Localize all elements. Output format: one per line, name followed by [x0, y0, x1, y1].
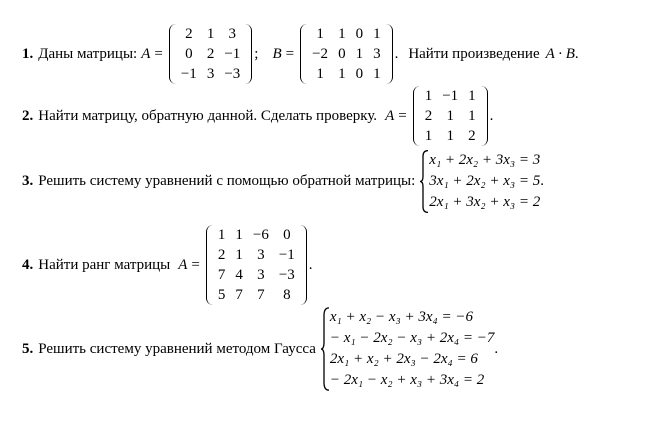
- equals-sign: =: [398, 107, 407, 124]
- matrix-cell: 7: [235, 287, 243, 303]
- matrix-cell: 3: [257, 247, 265, 263]
- task-4-matrix-name: A: [178, 256, 188, 273]
- matrix-row: [176, 44, 245, 64]
- task-4: [22, 225, 313, 305]
- task-1-product: A · B: [545, 45, 575, 62]
- matrix-cell: 1: [468, 108, 476, 124]
- matrix-cell: 0: [355, 26, 364, 42]
- left-brace-icon: [419, 150, 429, 213]
- equation-row: x₁ + x₂ − x₃ + 3x₄ = −6: [329, 309, 473, 325]
- task-4-number: 4.: [22, 256, 34, 273]
- equals-sign: =: [154, 45, 163, 62]
- matrix-cell: −3: [224, 66, 241, 82]
- task-3-text: Решить систему уравнений с помощью обратной матрицы:: [38, 173, 416, 189]
- matrix-cell: 8: [283, 287, 291, 303]
- matrix-row: [176, 24, 245, 44]
- equation-row: − x₁ − 2x₂ − x₃ + 2x₄ = −7: [329, 330, 495, 346]
- matrix-cell: 4: [235, 267, 243, 283]
- right-paren: [481, 86, 488, 146]
- matrix-cell: 1: [446, 108, 454, 124]
- matrix-cell: 3: [257, 267, 265, 283]
- equation-row: 2x₁ + x₂ + 2x₃ − 2x₄ = 6: [329, 351, 478, 367]
- matrix-row: [213, 225, 300, 245]
- matrix-cell: 1: [424, 88, 433, 104]
- matrix-cell: −1: [442, 88, 459, 104]
- matrix-cell: 1: [316, 66, 324, 82]
- task-3-system: [419, 150, 540, 213]
- matrix-cell: 1: [468, 88, 476, 104]
- matrix-cell: 1: [424, 128, 433, 144]
- right-paren: [300, 225, 307, 305]
- task-1-matrix-b-name: B: [272, 45, 282, 62]
- matrix-row: [307, 64, 385, 84]
- matrix-row: [213, 265, 300, 285]
- task-1-matrix-a: [169, 24, 252, 84]
- matrix-cell: 3: [373, 46, 381, 62]
- matrix-row: [213, 245, 300, 265]
- task-2-number: 2.: [22, 107, 34, 124]
- matrix-cell: −6: [252, 227, 269, 243]
- task-5-text: Решить систему уравнений методом Гаусса: [38, 340, 316, 357]
- equation-row: − 2x₁ − x₂ + x₃ + 3x₄ = 2: [329, 372, 485, 388]
- matrix-cell: 1: [338, 66, 346, 82]
- task-1: [22, 24, 579, 84]
- task-1-number: 1.: [22, 45, 34, 62]
- task-4-end: .: [308, 256, 313, 273]
- matrix-cell: 1: [206, 26, 215, 42]
- matrix-cell: −3: [278, 267, 295, 283]
- right-paren: [245, 24, 252, 84]
- matrix-cell: 2: [206, 46, 215, 62]
- equals-sign: =: [285, 45, 295, 62]
- task-4-text: Найти ранг матрицы: [38, 256, 171, 273]
- matrix-cell: 1: [235, 227, 243, 243]
- matrix-row: [420, 106, 481, 126]
- matrix-cell: 7: [257, 287, 265, 303]
- matrix-cell: 3: [206, 66, 215, 82]
- matrix-cell: 1: [217, 227, 226, 243]
- task-1-text-2: Найти произведение: [408, 45, 540, 62]
- matrix-cell: 5: [217, 287, 226, 303]
- matrix-cell: 0: [355, 66, 364, 82]
- task-2-text: Найти матрицу, обратную данной. Сделать проверку.: [38, 107, 378, 124]
- matrix-cell: 2: [217, 247, 226, 263]
- matrix-cell: 1: [373, 66, 381, 82]
- task-4-matrix: [206, 225, 307, 305]
- task-2: [22, 86, 493, 146]
- task-1-end: .: [574, 45, 579, 62]
- task-1-text: Даны матрицы:: [38, 45, 138, 62]
- task-5-system: [320, 307, 494, 391]
- task-1-after: .: [394, 45, 399, 62]
- matrix-cell: 3: [228, 26, 237, 42]
- equals-sign: =: [191, 256, 200, 273]
- matrix-cell: 0: [283, 227, 291, 243]
- matrix-row: [420, 86, 481, 106]
- matrix-cell: 0: [338, 46, 346, 62]
- matrix-cell: −1: [180, 66, 197, 82]
- matrix-row: [420, 126, 481, 146]
- matrix-cell: −2: [312, 46, 329, 62]
- matrix-cell: 0: [185, 46, 193, 62]
- matrix-cell: 1: [338, 26, 346, 42]
- matrix-row: [176, 64, 245, 84]
- matrix-cell: 2: [185, 26, 193, 42]
- task-5: [22, 307, 498, 391]
- matrix-row: [307, 24, 385, 44]
- task-1-matrix-b: [300, 24, 392, 84]
- matrix-cell: 2: [424, 108, 433, 124]
- matrix-cell: 1: [316, 26, 324, 42]
- matrix-cell: 1: [235, 247, 243, 263]
- left-paren: [169, 24, 176, 84]
- task-1-matrix-a-name: A: [141, 45, 151, 62]
- matrix-cell: 1: [355, 46, 364, 62]
- matrix-cell: −1: [278, 247, 295, 263]
- matrix-cell: 1: [373, 26, 381, 42]
- task-3-number: 3.: [22, 173, 34, 189]
- left-paren: [413, 86, 420, 146]
- task-3: [22, 150, 544, 213]
- left-paren: [206, 225, 213, 305]
- equation-row: 2x₁ + 3x₂ + x₃ = 2: [429, 194, 541, 210]
- matrix-cell: 2: [468, 128, 476, 144]
- equation-row: 3x₁ + 2x₂ + x₃ = 5: [429, 173, 541, 189]
- left-paren: [300, 24, 307, 84]
- task-2-matrix: [413, 86, 488, 146]
- matrix-cell: 7: [217, 267, 226, 283]
- task-2-matrix-name: A: [385, 107, 395, 124]
- matrix-row: [213, 285, 300, 305]
- equation-row: x₁ + 2x₂ + 3x₃ = 3: [429, 152, 541, 168]
- task-2-end: .: [489, 107, 494, 124]
- matrix-row: [307, 44, 385, 64]
- left-brace-icon: [320, 307, 330, 391]
- matrix-cell: −1: [224, 46, 241, 62]
- task-5-end: .: [494, 340, 499, 357]
- task-5-number: 5.: [22, 340, 34, 357]
- task-1-separator: ;: [254, 45, 259, 62]
- task-3-end: .: [540, 173, 545, 189]
- right-paren: [386, 24, 393, 84]
- matrix-cell: 1: [446, 128, 454, 144]
